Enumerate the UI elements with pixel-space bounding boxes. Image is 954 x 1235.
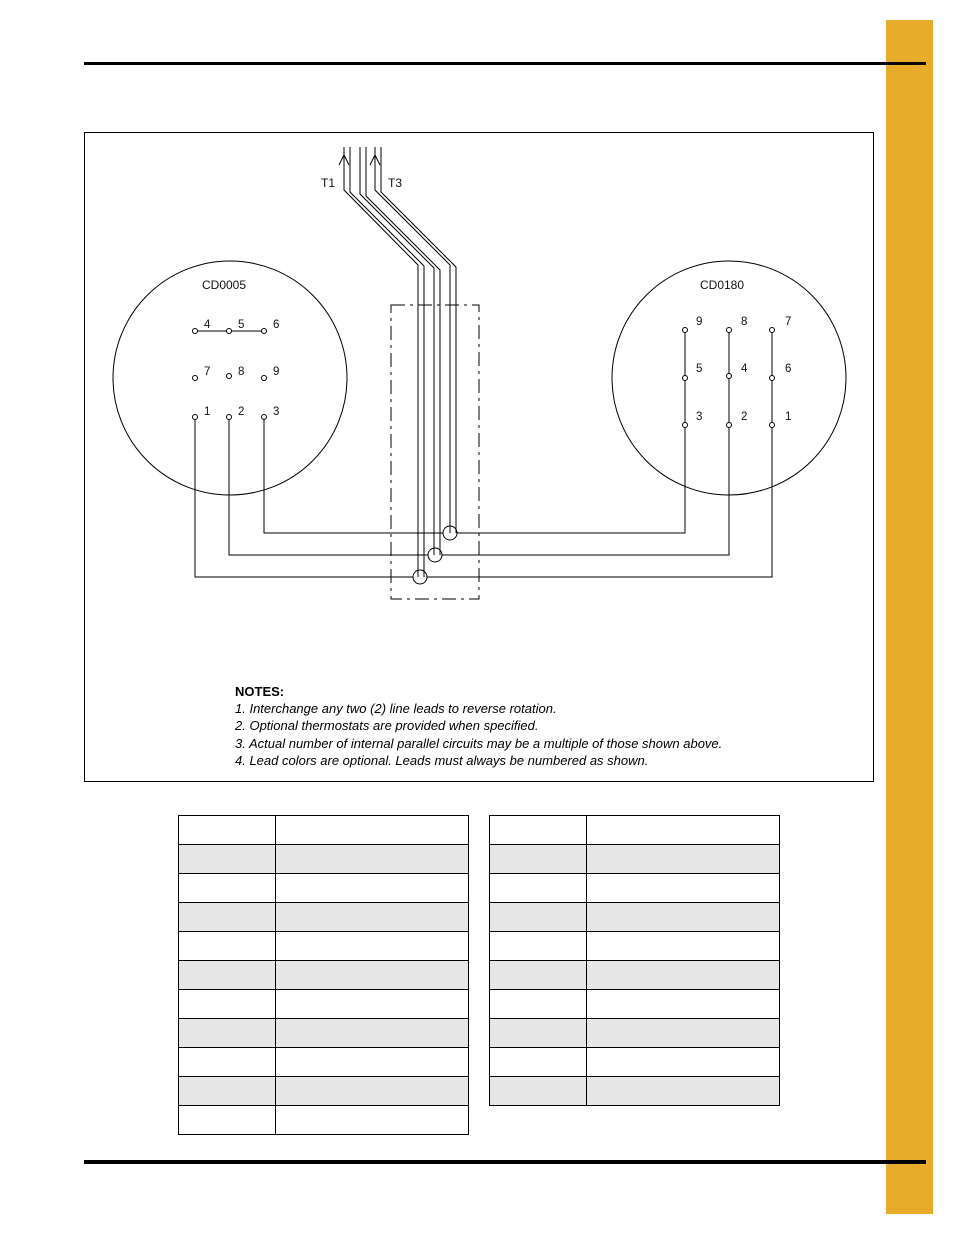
terminal-label: 7 [204,366,211,378]
note-item: 2. Optional thermostats are provided when specified. [235,718,539,734]
table-row [490,990,780,1019]
note-item: 4. Lead colors are optional. Leads must always be numbered as shown. [235,752,649,768]
terminal-label: 3 [696,411,703,423]
table-cell [587,932,780,961]
terminal [727,423,732,428]
terminal [227,415,232,420]
terminal [683,328,688,333]
terminal [262,376,267,381]
lead-table-left [178,815,469,1135]
footer-rule [84,1160,926,1164]
table-row [179,874,469,903]
terminal-label: 6 [785,363,792,375]
table-cell [587,1048,780,1077]
table-cell [179,990,276,1019]
terminal [227,329,232,334]
terminal-label: 6 [273,319,280,331]
terminal [683,423,688,428]
lead-t3 [375,147,450,533]
terminal [262,415,267,420]
terminal-label: 1 [204,406,211,418]
connection-t1 [413,570,427,584]
table-cell [587,903,780,932]
table-cell [179,961,276,990]
table-cell [276,903,469,932]
table-cell [490,932,587,961]
table-cell [179,932,276,961]
wire-left-1 [195,417,413,577]
table-cell [179,1019,276,1048]
table-row [179,845,469,874]
terminal [770,328,775,333]
terminal-label: 8 [238,366,245,378]
table-row [490,1019,780,1048]
wire-right-3 [457,330,685,533]
table-cell [587,1077,780,1106]
terminal-label: 5 [238,319,245,331]
table-cell [276,961,469,990]
terminal-label: 8 [741,316,748,328]
table-cell [179,1106,276,1135]
table-row [179,961,469,990]
table-cell [179,816,276,845]
table-row [179,903,469,932]
table-cell [179,1048,276,1077]
terminal-label: 1 [785,411,792,423]
table-cell [587,1019,780,1048]
table-cell [490,874,587,903]
table-cell [587,990,780,1019]
table-cell [490,1019,587,1048]
table-cell [179,845,276,874]
table-row [490,932,780,961]
table-cell [587,816,780,845]
table-cell [587,874,780,903]
terminal [770,376,775,381]
table-cell [276,1077,469,1106]
terminal [727,374,732,379]
table-cell [490,1077,587,1106]
terminal [227,374,232,379]
table-cell [276,874,469,903]
terminal [193,415,198,420]
terminal [193,376,198,381]
table-cell [276,816,469,845]
table-cell [490,816,587,845]
table-row [179,1019,469,1048]
table-row [179,990,469,1019]
table-row [490,903,780,932]
terminal-label: 4 [204,319,211,331]
table-cell [490,961,587,990]
terminal [770,423,775,428]
terminal-label: 2 [741,411,748,423]
wire-left-3 [264,417,443,533]
table-row [490,961,780,990]
terminal [262,329,267,334]
terminal [193,329,198,334]
table-cell [587,961,780,990]
table-cell [276,1019,469,1048]
note-item: 1. Interchange any two (2) line leads to reverse rotation. [235,701,557,717]
line-label-t1: T1 [321,176,336,190]
table-cell [179,903,276,932]
terminal-label: 7 [785,316,792,328]
table-row [490,874,780,903]
table-row [179,1077,469,1106]
table-row [490,845,780,874]
table-row [179,1048,469,1077]
wire-right-2 [442,330,729,555]
table-row [179,816,469,845]
table-cell [490,903,587,932]
table-cell [276,1048,469,1077]
lead-table-right [489,815,780,1106]
table-cell [276,1106,469,1135]
table-cell [179,1077,276,1106]
notes [235,683,722,769]
table-row [490,816,780,845]
table-cell [276,932,469,961]
terminal [683,376,688,381]
terminal-label: 5 [696,363,703,375]
table-row [179,932,469,961]
terminal-label: 2 [238,406,245,418]
terminal-label: 9 [273,366,280,378]
note-item: 3. Actual number of internal parallel circuits may be a multiple of those shown above. [235,735,723,751]
table-row [490,1048,780,1077]
table-row [490,1077,780,1106]
motor-label-right: CD0180 [700,278,745,292]
table-cell [179,874,276,903]
table-cell [587,845,780,874]
terminal-label: 4 [741,363,748,375]
table-cell [490,845,587,874]
table-cell [276,990,469,1019]
terminal-label: 3 [273,406,280,418]
terminal-label: 9 [696,316,703,328]
wire-left-2 [229,417,428,555]
terminal [727,328,732,333]
line-label-t3: T3 [388,176,403,190]
table-row [179,1106,469,1135]
notes-title: NOTES: [235,684,285,699]
motor-label-left: CD0005 [202,278,247,292]
table-cell [490,990,587,1019]
table-cell [490,1048,587,1077]
table-cell [276,845,469,874]
